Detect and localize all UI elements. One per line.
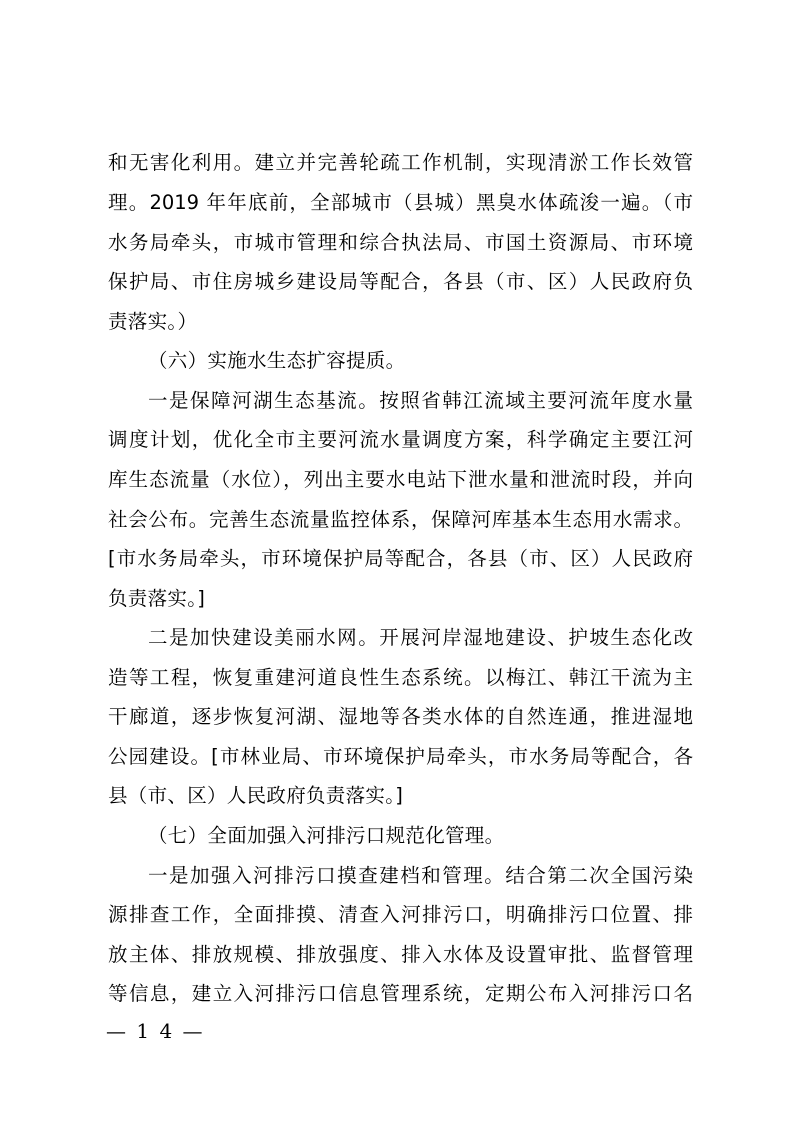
text-line-22: 等信息，建立入河排污口信息管理系统，定期公布入河排污口名 xyxy=(108,982,693,1005)
section-heading-seven: （七）全面加强入河排污口规范化管理。 xyxy=(148,824,505,847)
section-heading-six: （六）实施水生态扩容提质。 xyxy=(148,349,406,372)
text-line-9: 库生态流量（水位），列出主要水电站下泄水量和泄流时段，并向 xyxy=(108,468,693,491)
text-line-19: 一是加强入河排污口摸查建档和管理。结合第二次全国污染 xyxy=(148,864,693,887)
text-line-14: 造等工程，恢复重建河道良性生态系统。以梅江、韩江干流为主 xyxy=(108,666,693,689)
text-line-15: 干廊道，逐步恢复河湖、湿地等各类水体的自然连通，推进湿地 xyxy=(108,705,693,728)
text-line-5: 责落实。） xyxy=(108,310,198,333)
text-line-17: 县（市、区）人民政府负责落实。] xyxy=(108,784,404,807)
text-line-3: 水务局牵头，市城市管理和综合执法局、市国土资源局、市环境 xyxy=(108,231,693,254)
text-line-10: 社会公布。完善生态流量监控体系，保障河库基本生态用水需求。 xyxy=(108,508,693,531)
text-line-7: 一是保障河湖生态基流。按照省韩江流域主要河流年度水量 xyxy=(148,389,693,412)
text-line-13: 二是加快建设美丽水网。开展河岸湿地建设、护坡生态化改 xyxy=(148,626,693,649)
text-line-8: 调度计划，优化全市主要河流水量调度方案，科学确定主要江河 xyxy=(108,428,693,451)
text-line-12: 负责落实。] xyxy=(108,587,206,610)
text-line-20: 源排查工作，全面排摸、清查入河排污口，明确排污口位置、排 xyxy=(108,903,693,926)
text-line-2: 理。2019 年年底前，全部城市（县城）黑臭水体疏浚一遍。（市 xyxy=(108,191,693,214)
page-number: — 1 4 — xyxy=(106,1019,205,1043)
text-line-11: [市水务局牵头，市环境保护局等配合，各县（市、区）人民政府 xyxy=(108,547,693,570)
text-line-16: 公园建设。[市林业局、市环境保护局牵头，市水务局等配合，各 xyxy=(108,745,693,768)
text-line-1: 和无害化利用。建立并完善轮疏工作机制，实现清淤工作长效管 xyxy=(108,151,693,174)
text-line-4: 保护局、市住房城乡建设局等配合，各县（市、区）人民政府负 xyxy=(108,270,693,293)
text-line-21: 放主体、排放规模、排放强度、排入水体及设置审批、监督管理 xyxy=(108,943,693,966)
